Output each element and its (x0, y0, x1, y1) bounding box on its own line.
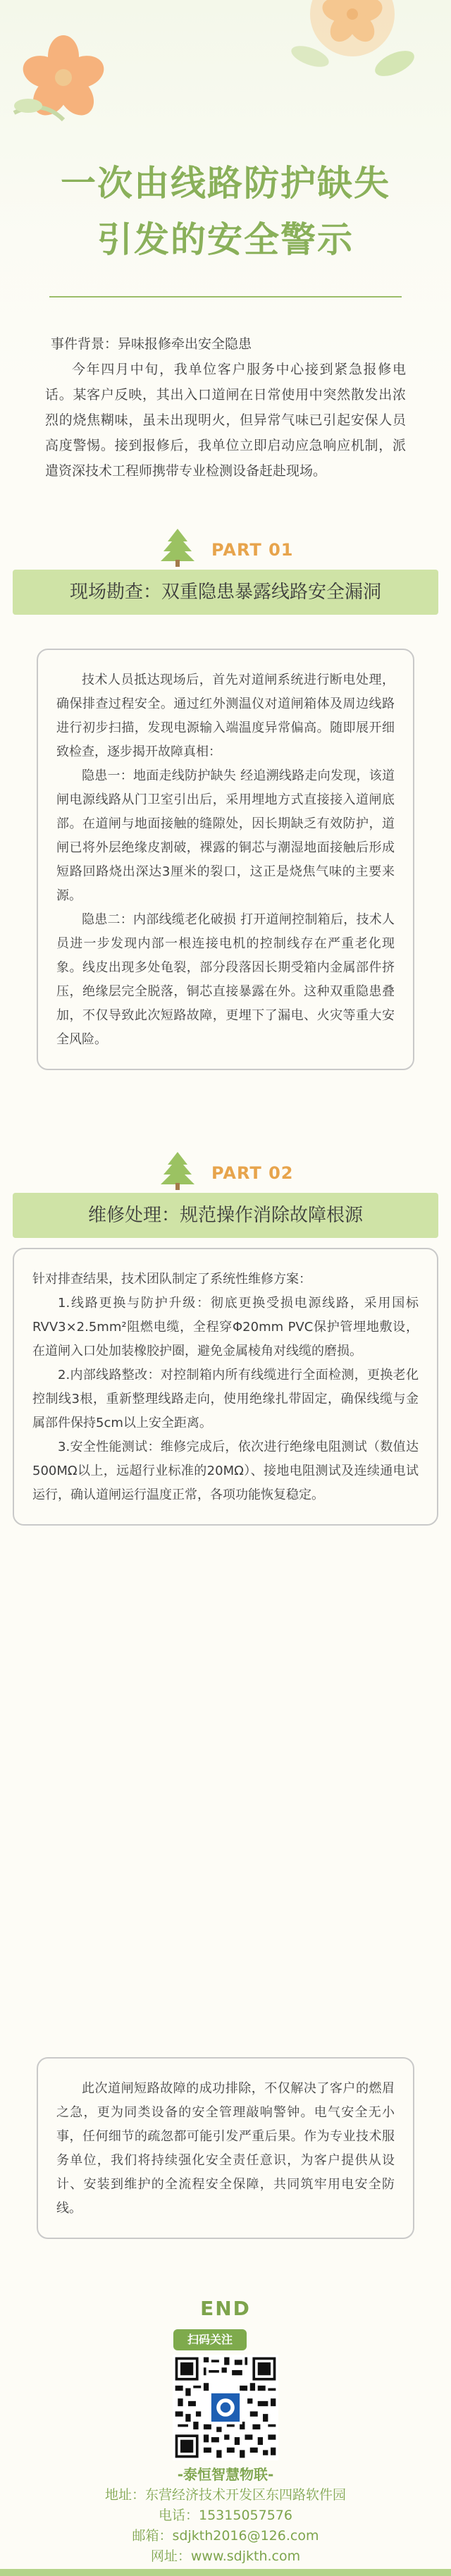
section-1-paragraph: 技术人员抵达现场后，首先对道闸系统进行断电处理，确保排查过程安全。通过红外测温仪对道闸箱体及周边线路进行初步扫描，发现电源输入端温度异常偏高。随即展开细致检查，逐步揭开故障真相： (56, 673, 395, 759)
flower-decoration-icon (14, 28, 120, 134)
closing-card (37, 2057, 414, 2239)
title-line-2: 引发的安全警示 (97, 219, 354, 260)
end-label: END (200, 2297, 251, 2320)
section-1-paragraph: 隐患二：内部线缆老化破损 打开道闸控制箱后，技术人员进一步发现内部一根连接电机的控制线存在严重老化现象。线皮出现多处龟裂，部分段落因长期受箱内金属部件挤压，绝缘层完全脱落，铜芯直接暴露在外。这种双重隐患叠加，不仅导致此次短路故障，更埋下了漏电、火灾等重大安全风险。 (56, 912, 395, 1047)
page-title (0, 155, 451, 268)
tree-icon (156, 527, 199, 567)
phone-text: 电话：15315057576 (159, 2508, 292, 2523)
follow-badge: 扫码关注 (173, 2329, 247, 2350)
section-1-paragraph: 隐患一：地面走线防护缺失 经追溯线路走向发现，该道闸电源线路从门卫室引出后，采用埋地方式直接接入道闸底部。在道闸与地面接触的缝隙处，因长期缺乏有效防护，道闸已将外层绝缘皮割破，裸露的铜芯与潮湿地面接触后形成短路回路烧出深达3厘米的裂口，这正是烧焦气味的主要来源。 (56, 768, 395, 903)
intro-block (45, 331, 406, 484)
section-1-title: 现场勘查：双重隐患暴露线路安全漏洞 (69, 582, 381, 603)
title-divider (49, 296, 402, 298)
header (0, 0, 451, 479)
bottom-bar (0, 2569, 451, 2576)
section-1-part-label: PART 01 (211, 540, 294, 560)
intro-label: 事件背景：异味报修牵出安全隐患 (51, 336, 252, 352)
section-1-title-bar (13, 570, 438, 615)
section-2-paragraph: 1.线路更换与防护升级：彻底更换受损电源线路，采用国标RVV3×2.5mm²阻燃电缆，全程穿Φ20mm PVC保护管埋地敷设，在道闸入口处加装橡胶护圈，避免金属棱角对线缆的磨损。 (32, 1296, 419, 1358)
section-2-paragraph: 3.安全性能测试：维修完成后，依次进行绝缘电阻测试（数值达500MΩ以上，远超行业标准的20MΩ）、接地电阻测试及连续通电试运行，确认道闸运行温度正常，各项功能恢复稳定。 (32, 1440, 419, 1502)
tree-icon (156, 1151, 199, 1190)
section-1-card (37, 649, 414, 1070)
section-2-paragraph: 2.内部线路整改：对控制箱内所有线缆进行全面检测，更换老化控制线3根，重新整理线路走向，使用绝缘扎带固定，确保线缆与金属部件保持5cm以上安全距离。 (32, 1368, 419, 1430)
section-2-card (13, 1248, 438, 1526)
title-line-1: 一次由线路防护缺失 (61, 163, 390, 204)
company-name: -泰恒智慧物联- (177, 2466, 274, 2483)
section-2-paragraph: 针对排查结果，技术团队制定了系统性维修方案： (32, 1272, 311, 1287)
intro-text: 今年四月中旬，我单位客户服务中心接到紧急报修电话。某客户反映，其出入口道闸在日常使用中突然散发出浓烈的烧焦糊味，虽未出现明火，但异常气味已引起安保人员高度警惕。接到报修后，我单位立即启动应急响应机制，派遣资深技术工程师携带专业检测设备赶赴现场。 (45, 362, 406, 479)
address-text: 地址：东营经济技术开发区东四路软件园 (104, 2487, 346, 2503)
section-2-part-label: PART 02 (211, 1163, 294, 1183)
qr-code-icon[interactable] (173, 2355, 278, 2460)
section-2-title: 维修处理：规范操作消除故障根源 (87, 1205, 363, 1226)
website-text: 网址：www.sdjkth.com (150, 2549, 301, 2564)
section-2-title-bar (13, 1193, 438, 1238)
closing-paragraph: 此次道闸短路故障的成功排除，不仅解决了客户的燃眉之急，更为同类设备的安全管理敲响警钟。电气安全无小事，任何细节的疏忽都可能引发严重后果。作为专业技术服务单位，我们将持续强化安全责任意识，为客户提供从设计、安装到维护的全流程安全保障，共同筑牢用电安全防线。 (56, 2081, 395, 2216)
flower-corner-icon (282, 0, 423, 92)
email-text: 邮箱：sdjkth2016@126.com (132, 2528, 319, 2544)
